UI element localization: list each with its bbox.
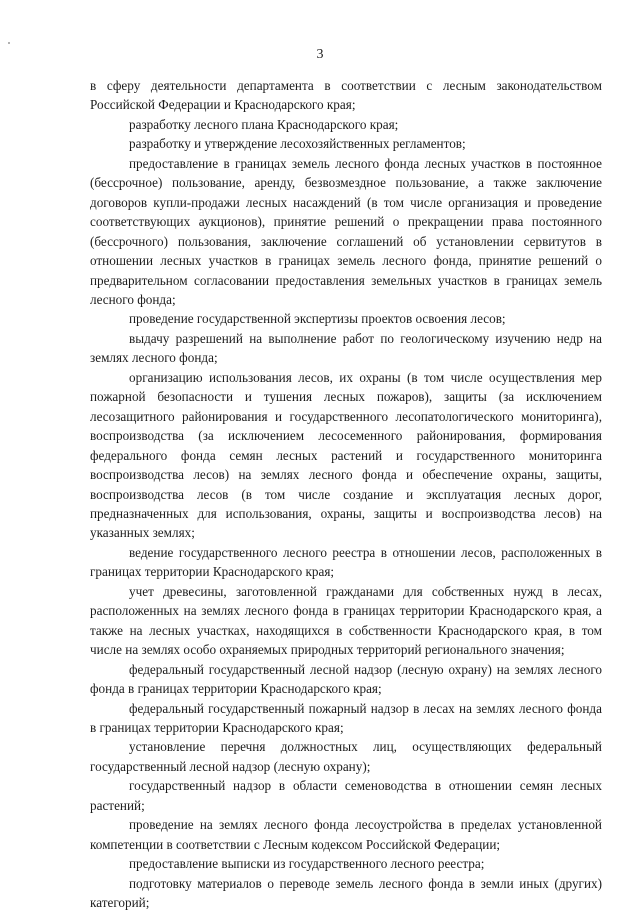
paragraph: федеральный государственный пожарный надзор в лесах на землях лесного фонда в границах территории Краснодарского края; <box>90 700 602 735</box>
paragraph: выдачу разрешений на выполнение работ по геологическому изучению недр на землях лесного фонда; <box>90 330 602 366</box>
paragraph: установление перечня должностных лиц, осуществляющих федеральный государственный лесной надзор (лесную охрану); <box>90 739 602 774</box>
paragraph: федеральный государственный лесной надзор (лесную охрану) на землях лесного фонда в границах территории Краснодарского края; <box>90 661 602 697</box>
paragraph: проведение государственной экспертизы проектов освоения лесов; <box>129 311 506 327</box>
page-number: 3 <box>316 47 324 62</box>
paragraph: ведение государственного лесного реестра в отношении лесов, расположенных в границах территории Краснодарского края; <box>90 544 602 580</box>
paragraph: организацию использования лесов, их охраны (в том числе осуществления мер пожарной безопасности и тушения лесных пожаров), защиты (за исключением лесозащитного районирования и государственного лесопатологического мониторинга), воспроизводства (за исключением лесосеменного районирования, формирования федерального фонда семян лесных растений и государственного мониторинга воспроизводства лесов) на землях лесного фонда и обеспечение охраны, защиты, воспроизводства лесов (в том числе создание и эксплуатация лесных дорог, предназначенных для использования, охраны, защиты и воспроизводства лесов) на указанных землях; <box>90 369 602 541</box>
scan-speck <box>8 42 10 44</box>
paragraph: предоставление в границах земель лесного фонда лесных участков в постоянное (бессрочное) пользование, аренду, безвозмездное пользование, а также заключение договоров купли-продажи лесных насаждений (в том числе организация и проведение соответствующих аукционов), принятие решений о прекращении права постоянного (бессрочного) пользования, заключение соглашений об установлении сервитутов в отношении лесных участков в границах земель лесного фонда, принятие решений о предварительном согласовании предоставления земельных участков в границах земель лесного фонда; <box>90 155 602 307</box>
paragraph: учет древесины, заготовленной гражданами для собственных нужд в лесах, расположенных на землях лесного фонда в границах территории Краснодарского края, а также на лесных участках, находящихся в собственности Краснодарского края, в том числе на землях особо охраняемых природных территорий регионального значения; <box>90 583 602 658</box>
paragraph: проведение на землях лесного фонда лесоустройства в пределах установленной компетенции в соответствии с Лесным кодексом Российской Федерации; <box>90 817 602 852</box>
paragraph: разработку и утверждение лесохозяйственных регламентов; <box>129 136 466 152</box>
paragraph: государственный надзор в области семеноводства в отношении семян лесных растений; <box>90 778 602 813</box>
paragraph: подготовку материалов о переводе земель лесного фонда в земли иных (других) категорий; <box>90 875 602 911</box>
paragraph: разработку лесного плана Краснодарского края; <box>129 116 399 132</box>
paragraph: в сферу деятельности департамента в соответствии с лесным законодательством Российской Федерации и Краснодарского края; <box>90 78 602 113</box>
document-body <box>90 76 602 912</box>
paragraph: предоставление выписки из государственного лесного реестра; <box>129 856 485 872</box>
